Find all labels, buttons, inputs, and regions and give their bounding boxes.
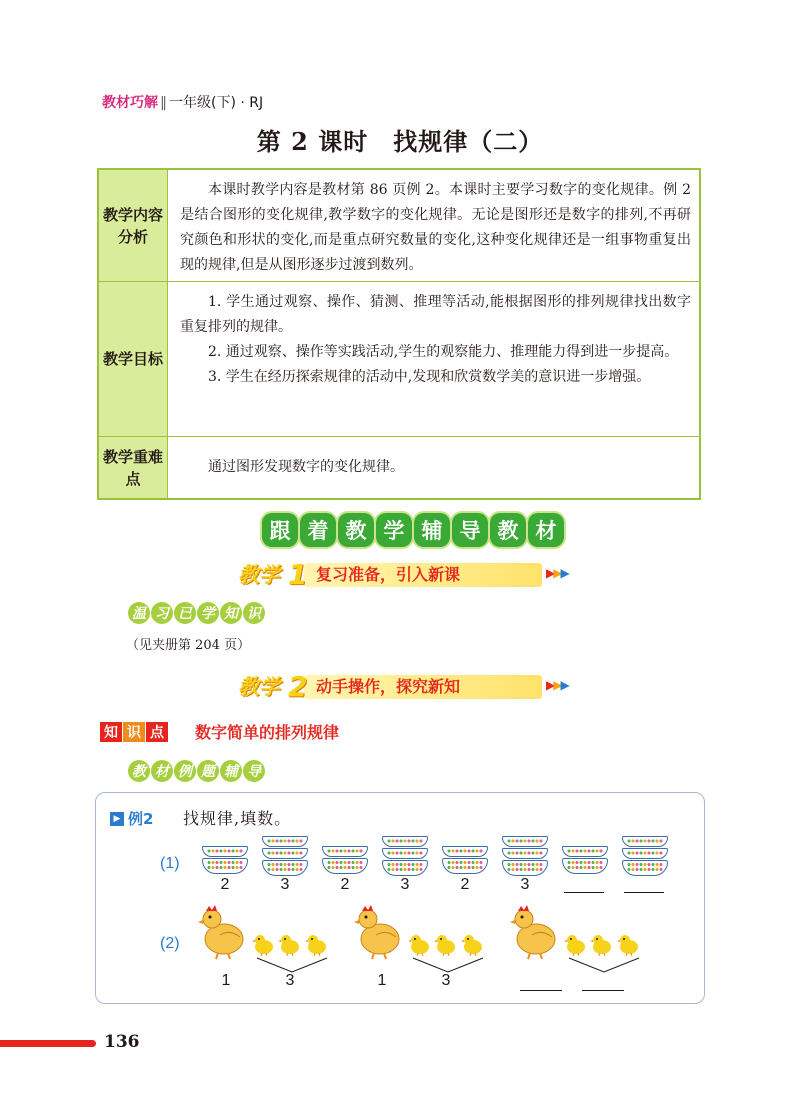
guide-char: 题 (197, 760, 219, 782)
brand-name: 教材巧解 (102, 95, 158, 111)
review-char: 温 (128, 602, 150, 624)
table-row-objectives (99, 282, 699, 437)
textbook-example-heading (128, 760, 265, 782)
example-label (110, 808, 153, 829)
knowledge-point-title: 数字简单的排列规律 (195, 723, 340, 742)
paragraph: 本课时教学内容是教材第 86 页例 2。本课时主要学习数字的变化规律。例 2 是结合图形的变化规律,教学数字的变化规律。无论是图形还是数字的排列,不再研究颜色和形状的变化,而是重点研究数量的变化,这种变化规律还是一组事物重复出现的规律,但是从图形逐步过渡到数列。 (180, 182, 691, 273)
banner-char: 学 (376, 513, 412, 547)
chick-icon (305, 932, 327, 956)
group-brace (567, 956, 641, 974)
knowledge-point-tag (100, 722, 168, 742)
bowl-icon (442, 858, 488, 874)
follow-teaching-banner (262, 513, 564, 547)
chick-icon (461, 932, 483, 956)
review-char: 知 (220, 602, 242, 624)
count-label: 2 (340, 876, 350, 893)
tag-char: 识 (123, 722, 145, 742)
bowl-icon (382, 836, 428, 847)
section-heading-2 (232, 672, 592, 702)
count-label: 1 (377, 972, 387, 989)
bowl-icon (382, 848, 428, 859)
count-label: 2 (220, 876, 230, 893)
bowl-icon (502, 860, 548, 876)
row-content (168, 282, 699, 436)
hen-icon (198, 903, 246, 961)
hen-icon (510, 903, 558, 961)
paragraph: 1. 学生通过观察、操作、猜测、推理等活动,能根据图形的排列规律找出数字重复排列的规律。 (180, 294, 691, 335)
answer-blank[interactable] (564, 892, 604, 893)
row-header: 教学目标 (99, 282, 168, 436)
bowl-icon (502, 848, 548, 859)
tag-char: 知 (100, 722, 122, 742)
guide-char: 辅 (220, 760, 242, 782)
example-name: 例2 (128, 810, 154, 828)
play-triangle-icon: ▶ (110, 812, 124, 826)
review-char: 已 (174, 602, 196, 624)
paragraph: 2. 通过观察、操作等实践活动,学生的观察能力、推理能力得到进一步提高。 (208, 344, 679, 360)
bowl-stack (620, 836, 670, 877)
bowl-icon (322, 846, 368, 857)
row-header: 教学内容分析 (99, 170, 168, 281)
chick-icon (278, 932, 300, 956)
answer-blank[interactable] (582, 990, 624, 991)
grade-label: 一年级(下) · RJ (169, 95, 264, 111)
bowl-icon (202, 846, 248, 857)
bowl-icon (562, 858, 608, 874)
header-separator: ‖ (160, 95, 167, 111)
banner-char: 着 (300, 513, 336, 547)
review-heading (128, 602, 265, 624)
section-title: 动手操作，探究新知 (316, 677, 461, 696)
review-char: 识 (243, 602, 265, 624)
count-label: 3 (400, 876, 410, 893)
chick-icon (590, 932, 612, 956)
bowl-icon (622, 848, 668, 859)
count-label: 3 (280, 876, 290, 893)
footer-accent-bar (0, 1040, 96, 1047)
page-number: 136 (104, 1032, 140, 1052)
guide-char: 例 (174, 760, 196, 782)
review-char: 学 (197, 602, 219, 624)
row-content (168, 170, 699, 281)
chick-icon (252, 932, 274, 956)
bowl-icon (562, 846, 608, 857)
banner-char: 教 (338, 513, 374, 547)
table-row-key-points (99, 437, 699, 498)
bowl-icon (622, 860, 668, 876)
bowl-icon (502, 836, 548, 847)
section-number: 2 (288, 670, 308, 703)
bowl-stack (560, 846, 610, 875)
section-title: 复习准备，引入新课 (316, 565, 461, 584)
question-1-label: (1) (160, 855, 180, 872)
bowl-icon (322, 858, 368, 874)
lesson-info-table (97, 168, 701, 500)
count-label: 2 (460, 876, 470, 893)
guide-char: 导 (243, 760, 265, 782)
hen-icon (354, 903, 402, 961)
banner-char: 跟 (262, 513, 298, 547)
arrows-icon: ▶▶▶ (546, 678, 568, 692)
count-label: 3 (441, 972, 451, 989)
example-instruction: 找规律,填数。 (183, 809, 292, 828)
banner-char: 材 (528, 513, 564, 547)
chick-icon (617, 932, 639, 956)
bowl-icon (262, 836, 308, 847)
chick-icon (564, 932, 586, 956)
section-label: 教学 (238, 563, 280, 587)
bowl-icon (202, 858, 248, 874)
table-row-content-analysis (99, 170, 699, 282)
answer-blank[interactable] (624, 892, 664, 893)
paragraph: 3. 学生在经历探索规律的活动中,发现和欣赏数学美的意识进一步增强。 (208, 369, 651, 385)
question-2-label: (2) (160, 935, 180, 952)
review-note: （见夹册第 204 页） (126, 638, 251, 653)
bowl-icon (622, 836, 668, 847)
count-label: 3 (285, 972, 295, 989)
section-number: 1 (288, 558, 308, 591)
arrows-icon: ▶▶▶ (546, 566, 568, 580)
banner-char: 导 (452, 513, 488, 547)
banner-char: 辅 (414, 513, 450, 547)
section-heading-1 (232, 560, 592, 590)
bowl-stack (320, 846, 370, 875)
bowl-icon (262, 848, 308, 859)
bowl-stack (200, 846, 250, 875)
bowl-stack (500, 836, 550, 877)
guide-char: 教 (128, 760, 150, 782)
bowl-stack (260, 836, 310, 877)
bowl-stack (380, 836, 430, 877)
bowl-stack (440, 846, 490, 875)
bowl-icon (262, 860, 308, 876)
count-label: 1 (221, 972, 231, 989)
section-label: 教学 (238, 675, 280, 699)
running-header (102, 92, 263, 112)
guide-char: 材 (151, 760, 173, 782)
bowl-icon (442, 846, 488, 857)
row-header: 教学重难点 (99, 437, 168, 498)
answer-blank[interactable] (520, 990, 562, 991)
chick-icon (408, 932, 430, 956)
bowl-icon (382, 860, 428, 876)
tag-char: 点 (146, 722, 168, 742)
count-label: 3 (520, 876, 530, 893)
page-title: 第 2 课时 找规律（二） (256, 127, 544, 156)
row-content (168, 437, 699, 498)
review-char: 习 (151, 602, 173, 624)
chick-icon (434, 932, 456, 956)
banner-char: 教 (490, 513, 526, 547)
paragraph: 通过图形发现数字的变化规律。 (208, 459, 404, 475)
